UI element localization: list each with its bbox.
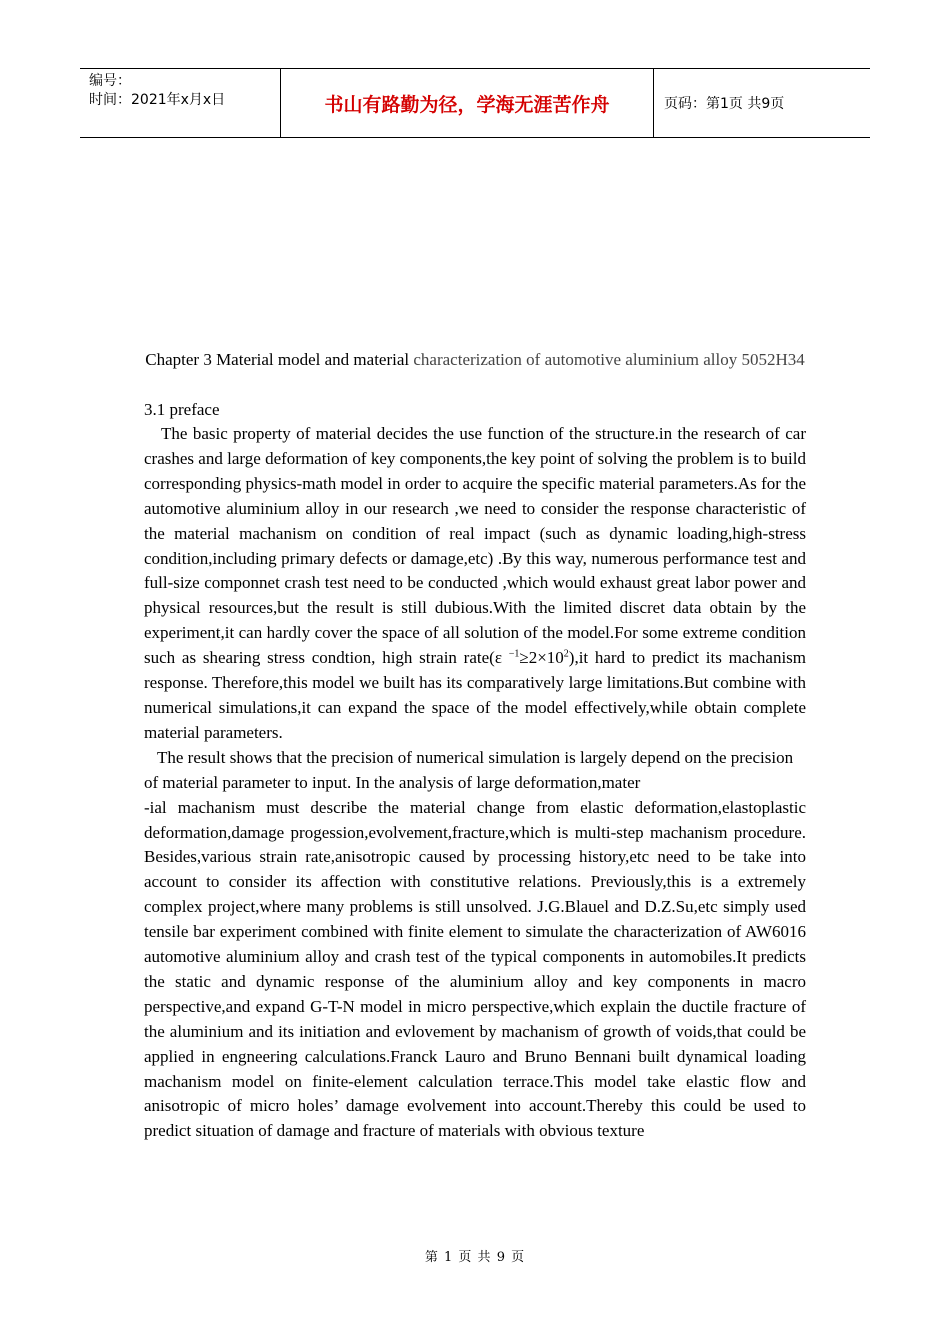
time-label: 时间：2021年x月x日	[89, 92, 226, 108]
chapter-title	[144, 347, 806, 372]
paragraph-1	[144, 422, 806, 746]
paragraph-1-text-b: ≥2×10	[519, 648, 564, 668]
body-text	[144, 422, 806, 1144]
header-page-info: 页码：第1页 共9页	[664, 96, 785, 112]
header-motto: 书山有路勤为径，学海无涯苦作舟	[324, 93, 610, 116]
paragraph-2-line-1: The result shows that the precision of numerical simulation is largely depend on the precision of material parameter to input. In the analysis of large deformation,mater	[144, 747, 794, 792]
header-meta	[80, 69, 281, 137]
paragraph-2: -ial machanism must describe the material change from elastic deformation,elastoplastic deformation,damage progession,evolvement,fracture,which is multi-step machanism procedure. Besides,various strain rate,anisotropic caused by processing history,etc need to be take into account to consider its affection with constitutive relations. Previously,this is a extremely complex project,where many problems is still unsolved. J.G.Blauel and D.Z.Su,etc simply used tensile bar experiment combined with finite element to simulate the characterization of AW6016 automotive aluminium alloy and crash test of the typical components in automobiles.It predicts the static and dynamic response of the aluminium alloy and key components in macro perspective,and expand G-T-N model in micro perspective,which explain the ductile fracture of the aluminium and its initiation and evlovement by machanism of growth of voids,that could be applied in engneering calculations.Franck Lauro and Bruno Bennani built dynamical loading machanism model on finite-element calculation terrace.This model take elastic flow and anisotropic of micro holes’ damage evolvement into account.Thereby this could be used to predict situation of damage and fracture of materials with obvious texture	[144, 797, 806, 1141]
serial-label: 编号：	[89, 73, 131, 89]
exponent-two: 2	[563, 648, 569, 660]
header-motto-cell	[281, 69, 654, 137]
chapter-title-part1: Chapter 3 Material model and material	[145, 350, 414, 369]
exponent-minus-one: −1	[508, 648, 520, 660]
page-header	[80, 68, 870, 138]
page-footer: 第 1 页 共 9 页	[424, 1250, 526, 1265]
section-heading: 3.1 preface	[144, 400, 220, 419]
paragraph-1-text-a: The basic property of material decides the use function of the structure.in the research of car crashes and large deformation of key components,the key point of solving the problem is to build corresponding physics-math model in order to acquire the specific material parameters.As for the automotive aluminium alloy in our research ,we need to consider the response characteristic of the material machanism on condition of real impact (such as dynamic loading,high-stress condition,including primary defects or damage,etc) .By this way, numerous performance test and full-size componnet crash test need to be conducted ,which would exhaust great labor power and physical resources,but the result is still dubious.With the limited discret data obtain by the experiment,it can hardly cover the space of all solution of the model.For some extreme condition such as shearing stress condtion, high strain rate(ε	[144, 424, 806, 668]
paragraph-1-text-c: ),it hard to predict its machanism response. Therefore,this model we built has its comparatively large limitations.But combine with numerical simulations,it can expand the space of the model effectively,while obtain complete material parameters.	[144, 648, 807, 742]
chapter-title-part2: characterization of automotive aluminium alloy 5052H34	[413, 350, 805, 369]
